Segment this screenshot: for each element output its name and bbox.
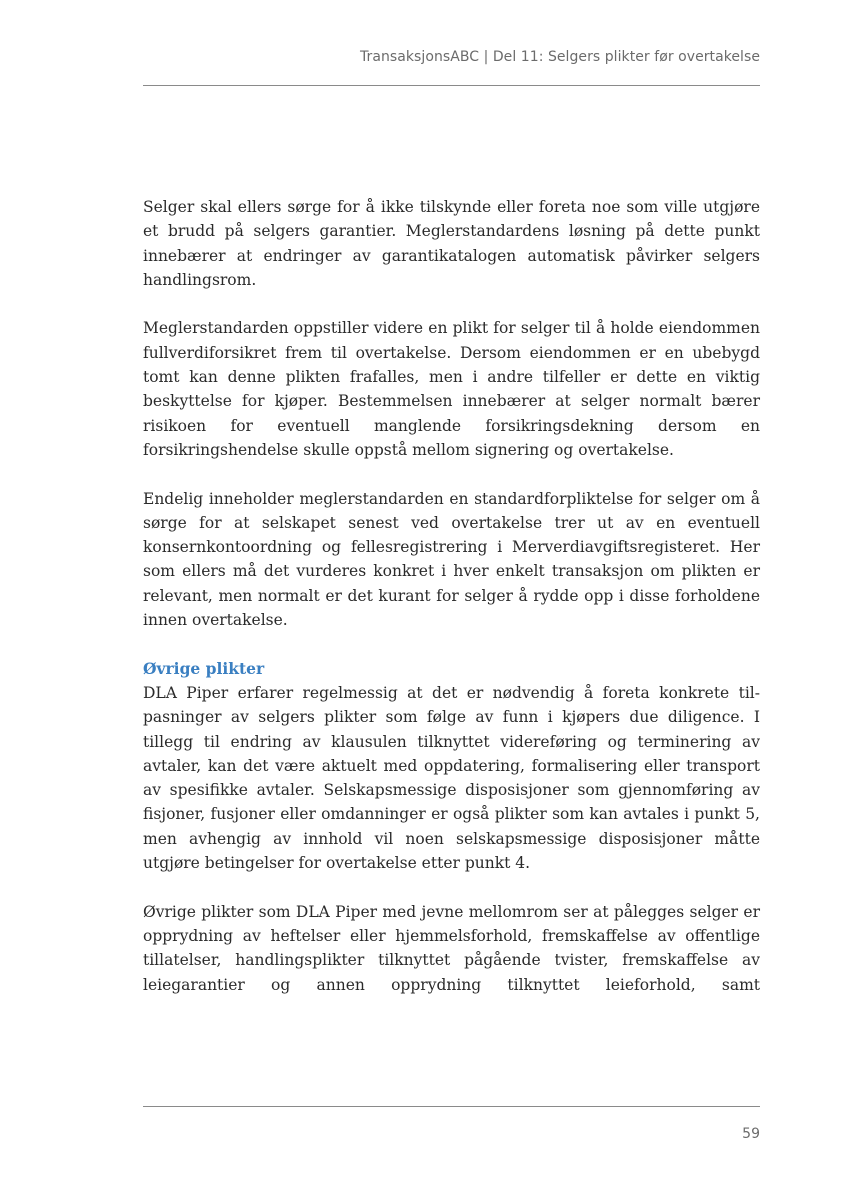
header-divider [143,85,760,86]
section-heading: Øvrige plikter [143,658,265,678]
footer-divider [143,1106,760,1107]
body-paragraph: Selger skal ellers sørge for å ikke tilskynde eller foreta noe som ville utgjøre et brudd på selgers garantier. Meglerstandardens løsning på dette punkt innebærer at endringer av garantikatalogen automatisk påvirker selgers handlingsrom. [143,198,760,289]
running-header: TransaksjonsABC | Del 11: Selgers plikter før overtakelse [360,49,760,65]
body-text [143,195,760,997]
body-paragraph: Øvrige plikter som DLA Piper med jevne mellomrom ser at pålegges selger er opprydning av heftelser eller hjemmelsforhold, fremskaffelse av offentlige tillatelser, handlingsplikter tilknyttet pågående tvister, fremskaffelse av leiegarantier og annen opprydning tilknyttet leieforhold, samt [143,902,760,994]
page-number: 59 [742,1126,760,1142]
body-paragraph: DLA Piper erfarer regelmessig at det er nødvendig å foreta konkrete tilpasninger av selgers plikter som følge av funn i kjøpers due diligence. I tillegg til endring av klausulen tilknyttet videreføring og terminering av avtaler, kan det være aktuelt med oppdatering, formalisering eller transport av spesifikke avtaler. Selskapsmessige disposisjoner som gjennomføring av fisjoner, fusjoner eller omdanninger er også plikter som kan avtales i punkt 5, men avhengig av innhold vil noen selskapsmessige disposisjoner måtte utgjøre betingelser for overtakelse etter punkt 4. [143,683,760,873]
body-paragraph: Meglerstandarden oppstiller videre en plikt for selger til å holde eiendommen fullverdiforsikret frem til overtakelse. Dersom eiendommen er en ubebygd tomt kan denne plikten frafalles, men i andre tilfeller er dette en viktig beskyttelse for kjøper. Bestemmelsen innebærer at selger normalt bærer risikoen for eventuell manglende forsikringsdekning dersom en forsikringshendelse skulle oppstå mellom signering og overtakelse. [143,319,760,459]
body-paragraph: Endelig inneholder meglerstandarden en standardforpliktelse for selger om å sørge for at selskapet senest ved overtakelse trer ut av en eventuell konsernkontoordning og fellesregistrering i Merverdiavgiftsregisteret. Her som ellers må det vurderes konkret i hver enkelt transaksjon om plikten er relevant, men normalt er det kurant for selger å rydde opp i disse forholdene innen overtakelse. [143,489,760,630]
